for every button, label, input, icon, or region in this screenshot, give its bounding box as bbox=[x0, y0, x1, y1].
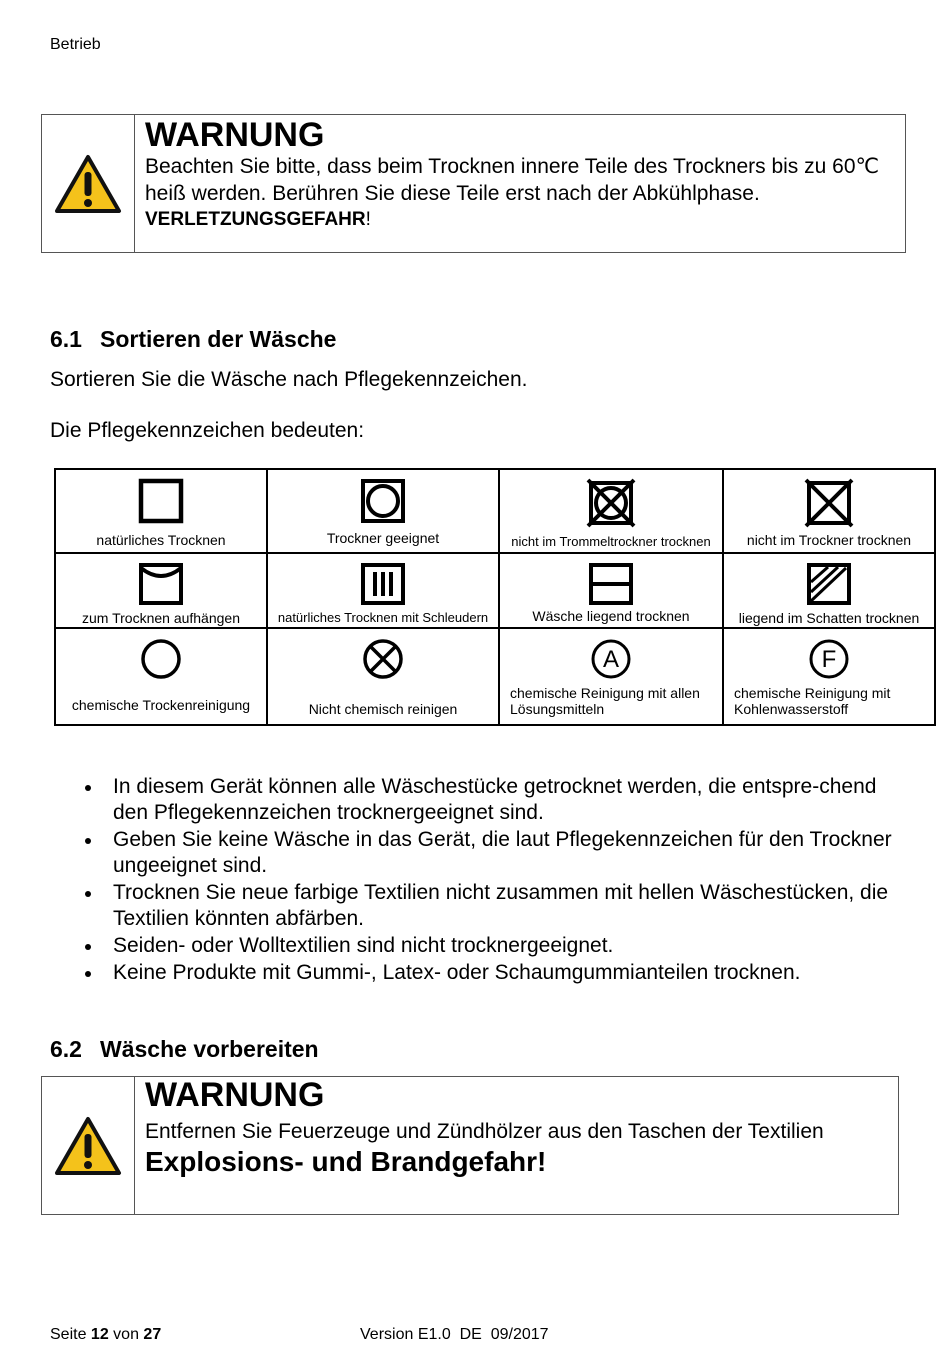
care-cell-natural-spin bbox=[267, 553, 499, 628]
warning-box-heat bbox=[41, 114, 906, 253]
square-horizontal-line-icon bbox=[588, 562, 634, 606]
care-cell-no-dry-cleaning bbox=[267, 628, 499, 725]
care-label: natürliches Trocknen bbox=[96, 532, 226, 548]
care-label: liegend im Schatten trocknen bbox=[738, 610, 920, 626]
table-row bbox=[55, 469, 935, 553]
care-label: zum Trocknen aufhängen bbox=[82, 610, 240, 626]
square-hanging-icon bbox=[138, 562, 184, 606]
square-icon bbox=[138, 478, 184, 524]
warning-title: WARNUNG bbox=[145, 116, 325, 154]
circle-letter: F bbox=[821, 646, 837, 673]
section-number: 6.2 bbox=[50, 1036, 82, 1062]
section-heading-6-2 bbox=[50, 1036, 319, 1063]
circle-icon bbox=[139, 637, 183, 681]
list-item: In diesem Gerät können alle Wäschestücke getrocknet werden, die entspre-chend den Pflegekennzeichen trocknergeeignet sind. bbox=[80, 774, 910, 826]
section-paragraph-2: Die Pflegekennzeichen bedeuten: bbox=[50, 419, 365, 442]
care-symbols-table bbox=[54, 468, 936, 726]
circle-letter: A bbox=[602, 646, 620, 673]
square-circle-icon bbox=[360, 478, 406, 524]
care-cell-lay-flat bbox=[499, 553, 723, 628]
care-label: nicht im Trockner trocknen bbox=[746, 532, 912, 548]
section-title: Sortieren der Wäsche bbox=[100, 326, 337, 352]
warning-title: WARNUNG bbox=[145, 1076, 325, 1114]
care-cell-no-dryer bbox=[723, 469, 935, 553]
warning-emphasis-suffix: ! bbox=[365, 209, 371, 230]
current-page: 12 bbox=[90, 1326, 109, 1343]
warning-text-cell bbox=[135, 1077, 834, 1214]
section-title: Wäsche vorbereiten bbox=[100, 1036, 319, 1062]
care-label: Wäsche liegend trocknen bbox=[532, 608, 690, 624]
warning-text: Entfernen Sie Feuerzeuge und Zündhölzer aus den Taschen der Textilien bbox=[145, 1120, 824, 1143]
table-row bbox=[55, 628, 935, 725]
care-label: Nicht chemisch reinigen bbox=[308, 701, 458, 717]
list-item: Keine Produkte mit Gummi-, Latex- oder Schaumgummianteilen trocknen. bbox=[80, 960, 910, 986]
warning-icon-cell bbox=[42, 1077, 135, 1214]
section-heading-6-1 bbox=[50, 326, 336, 353]
page-separator: von bbox=[113, 1326, 139, 1343]
care-label: Trockner geeignet bbox=[326, 530, 440, 546]
list-item: Seiden- oder Wolltextilien sind nicht trocknergeeignet. bbox=[80, 933, 910, 959]
care-label: chemische Trockenreinigung bbox=[71, 697, 251, 713]
version-info: Version E1.0 DE 09/2017 bbox=[360, 1326, 549, 1343]
warning-emphasis bbox=[145, 209, 895, 231]
care-cell-dryer-suitable bbox=[267, 469, 499, 553]
warning-icon-cell bbox=[42, 115, 135, 252]
page-prefix: Seite bbox=[50, 1326, 87, 1343]
sorting-bullet-list bbox=[80, 774, 910, 987]
care-cell-natural-drying bbox=[55, 469, 267, 553]
circle-a-icon bbox=[589, 637, 633, 681]
warning-triangle-icon bbox=[54, 154, 122, 214]
care-label: chemische Reinigung mit Kohlenwasserstoff bbox=[734, 685, 891, 717]
care-label: chemische Reinigung mit allen Lösungsmitteln bbox=[510, 685, 700, 717]
list-item: Trocknen Sie neue farbige Textilien nicht zusammen mit hellen Wäschestücken, die Textilien könnten abfärben. bbox=[80, 880, 910, 932]
warning-emphasis-word: VERLETZUNGSGEFAHR bbox=[145, 209, 366, 230]
square-crossed-icon bbox=[804, 478, 854, 528]
warning-emphasis: Explosions- und Brandgefahr! bbox=[145, 1146, 547, 1177]
care-cell-no-tumble-dryer bbox=[499, 469, 723, 553]
care-cell-cleaning-all-solvents bbox=[499, 628, 723, 725]
section-number: 6.1 bbox=[50, 326, 82, 352]
square-vertical-lines-icon bbox=[360, 562, 406, 606]
warning-triangle-icon bbox=[54, 1116, 122, 1176]
warning-text: Beachten Sie bitte, dass beim Trocknen innere Teile des Trockners bis zu 60℃ heiß werden. Berühren Sie diese Teile erst nach der Abkühlphase. bbox=[145, 155, 880, 205]
table-row bbox=[55, 553, 935, 628]
list-item: Geben Sie keine Wäsche in das Gerät, die laut Pflegekennzeichen für den Trockner ungeeignet sind. bbox=[80, 827, 910, 879]
care-label: natürliches Trocknen mit Schleudern bbox=[277, 610, 489, 625]
care-label: nicht im Trommeltrockner trocknen bbox=[511, 534, 711, 549]
circle-crossed-icon bbox=[361, 637, 405, 681]
page-number bbox=[50, 1326, 161, 1344]
circle-f-icon bbox=[807, 637, 851, 681]
care-cell-hang-dry bbox=[55, 553, 267, 628]
square-circle-crossed-icon bbox=[586, 478, 636, 528]
page-header: Betrieb bbox=[50, 36, 101, 53]
total-pages: 27 bbox=[143, 1326, 162, 1343]
care-cell-cleaning-hydrocarbon bbox=[723, 628, 935, 725]
care-cell-shade-flat bbox=[723, 553, 935, 628]
warning-box-explosion bbox=[41, 1076, 899, 1215]
care-cell-dry-cleaning bbox=[55, 628, 267, 725]
section-paragraph-1: Sortieren Sie die Wäsche nach Pflegekennzeichen. bbox=[50, 368, 528, 391]
square-shade-icon bbox=[806, 562, 852, 606]
warning-text-cell bbox=[135, 115, 905, 252]
